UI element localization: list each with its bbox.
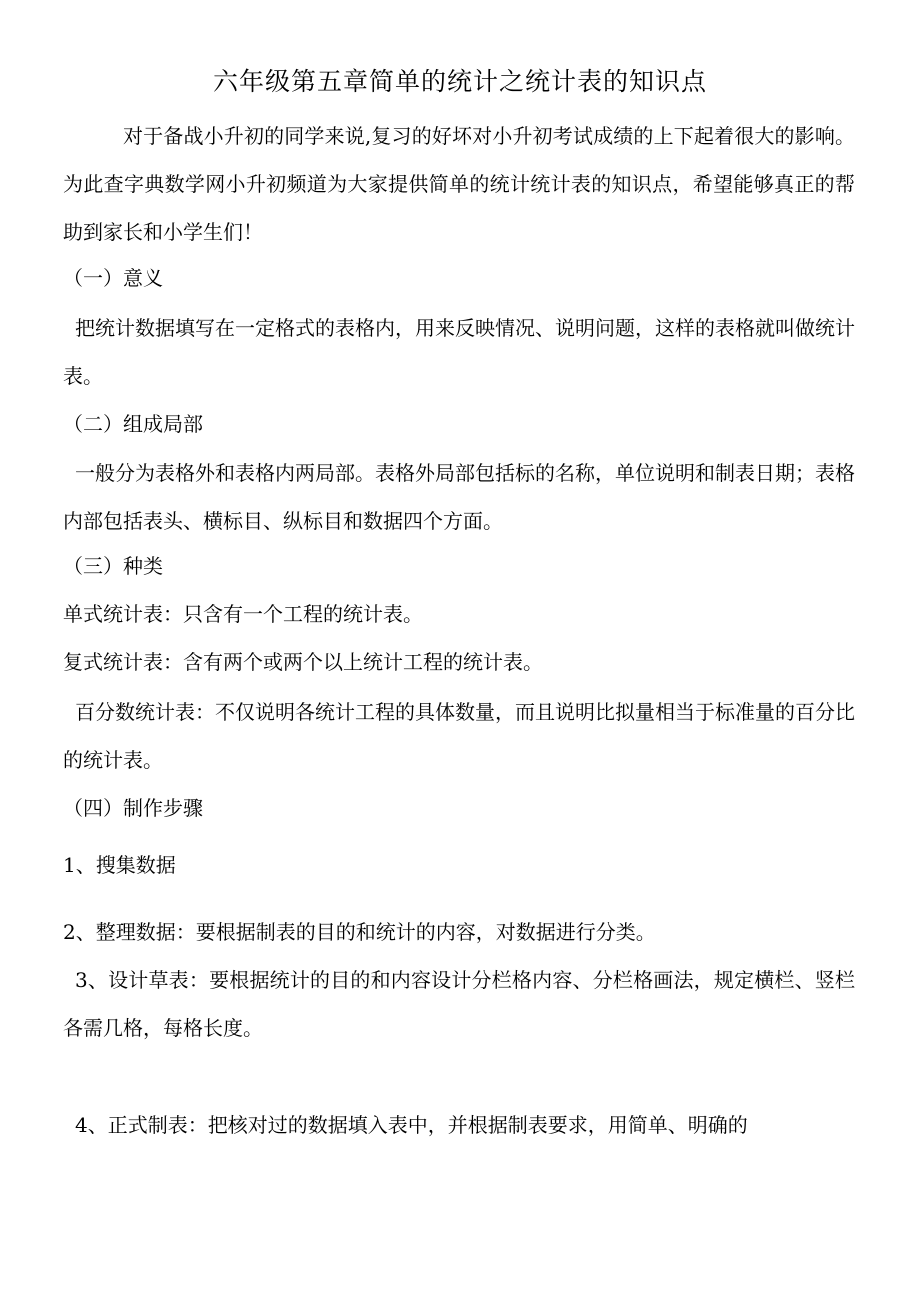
intro-paragraph: 对于备战小升初的同学来说,复习的好坏对小升初考试成绩的上下起着很大的影响。为此查字典数学网小升初频道为大家提供简单的统计统计表的知识点，希望能够真正的帮助到家长和小学生们！: [63, 124, 855, 244]
type-percentage-table: 百分数统计表：不仅说明各统计工程的具体数量，而且说明比拟量相当于标准量的百分比的统计表。: [63, 700, 855, 772]
section-heading-steps: （四）制作步骤: [63, 796, 203, 820]
meaning-paragraph: 把统计数据填写在一定格式的表格内，用来反映情况、说明问题，这样的表格就叫做统计表。: [63, 316, 855, 388]
type-simple-table: 单式统计表：只含有一个工程的统计表。: [63, 602, 423, 626]
section-heading-meaning: （一）意义: [63, 266, 163, 290]
step-design-draft: 3、设计草表：要根据统计的目的和内容设计分栏格内容、分栏格画法，规定横栏、竖栏各需几格，每格长度。: [63, 968, 855, 1040]
components-paragraph: 一般分为表格外和表格内两局部。表格外局部包括标的名称，单位说明和制表日期；表格内部包括表头、横标目、纵标目和数据四个方面。: [63, 461, 855, 533]
step-organize-data: 2、整理数据：要根据制表的目的和统计的内容，对数据进行分类。: [63, 920, 656, 944]
step-formal-table: 4、正式制表：把核对过的数据填入表中，并根据制表要求，用简单、明确的: [75, 1113, 748, 1137]
section-heading-components: （二）组成局部: [63, 412, 203, 436]
step-collect-data: 1、搜集数据: [63, 853, 176, 877]
document-title: 六年级第五章简单的统计之统计表的知识点: [212, 67, 707, 96]
type-compound-table: 复式统计表：含有两个或两个以上统计工程的统计表。: [63, 650, 543, 674]
section-heading-types: （三）种类: [63, 554, 163, 578]
